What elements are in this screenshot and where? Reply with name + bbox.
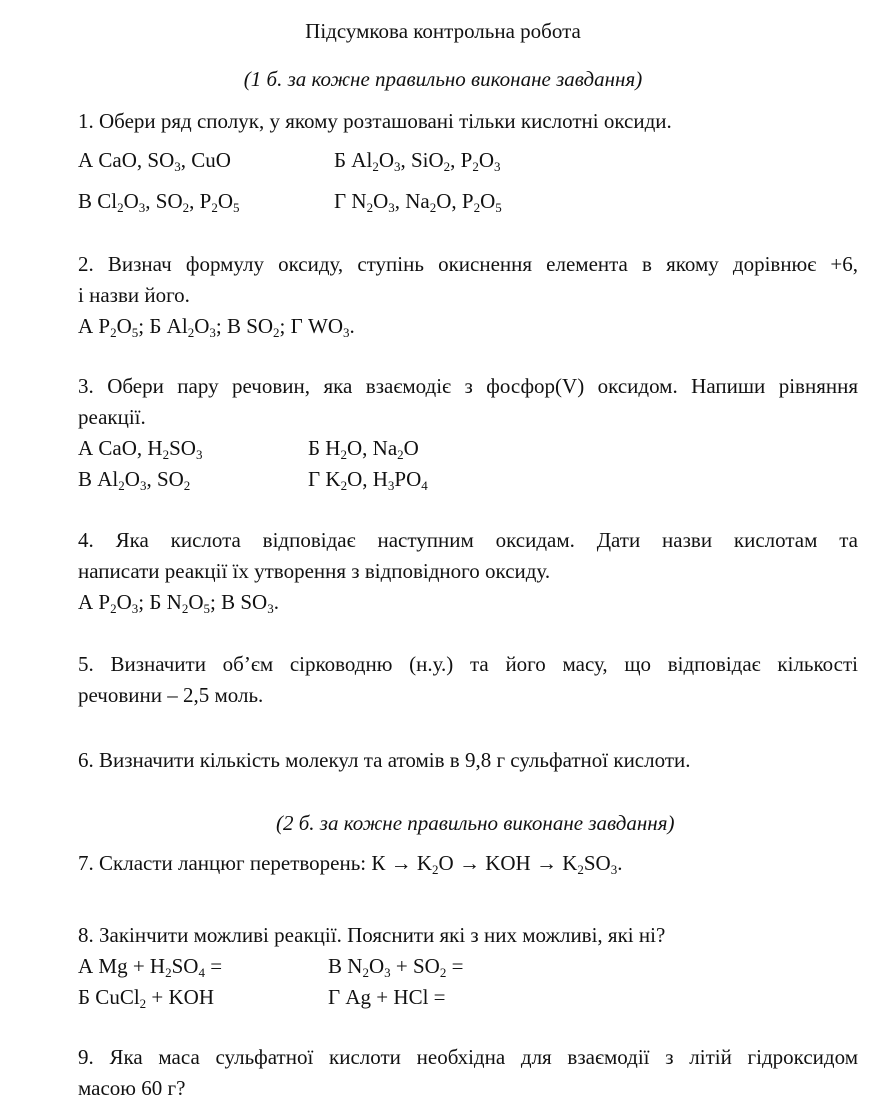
task-9-question-line-1: 9. Яка маса сульфатної кислоти необхідна для взаємодії з літій гідроксидом — [78, 1045, 858, 1069]
task-5-question-line-1: 5. Визначити об’єм сірководню (н.у.) та його масу, що відповідає кількості — [78, 652, 858, 676]
task-1-options-row-2 — [78, 186, 858, 217]
task-9 — [78, 1042, 858, 1104]
task-1-options-row-1 — [78, 145, 858, 176]
section1-note-text: 1 б. за кожне правильно виконане завдання — [250, 67, 636, 91]
task-2-question-line-2: і назви його. — [78, 283, 190, 307]
task-2-options: А $P_2O_5$; Б $Al_2O_3$; В $SO_2$; Г $WO_3$. — [78, 314, 355, 340]
task-8-option-b: Б CuCl$_2$ + KOH — [78, 985, 215, 1011]
page-title: Підсумкова контрольна робота — [305, 19, 581, 43]
task-4-question-line-2: написати реакції їх утворення з відповідного оксиду. — [78, 559, 551, 583]
task-1 — [78, 106, 858, 137]
task-3 — [78, 371, 858, 495]
section1-note: (1 б. за кожне правильно виконане завдання) — [243, 67, 643, 91]
task-4 — [78, 525, 858, 618]
task-8-option-v: В $N_2O_3 + SO_2$ = — [328, 954, 464, 980]
task-3-option-b: Б $H_2O$, $Na_2O$ — [308, 436, 419, 462]
task-8-question: 8. Закінчити можливі реакції. Пояснити які з них можливі, які ні? — [78, 923, 666, 947]
task-8-option-g: Г Ag + HCl = — [328, 985, 446, 1009]
task-5-question-line-2: речовини – 2,5 моль. — [78, 683, 264, 707]
task-1-option-g: Г $N_2O_3$, $Na_2O$, $P_2O_5$ — [334, 189, 502, 215]
task-1-question: 1. Обери ряд сполук, у якому розташовані тільки кислотні оксиди. — [78, 109, 672, 133]
task-1-option-v: В $Cl_2O_3$, $SO_2$, $P_2O_5$ — [78, 189, 240, 215]
task-7-question: 7. Скласти ланцюг перетворень: $К \to K_2O$ → KOH → $K_2SO_3$. — [78, 851, 623, 877]
task-4-question-line-1: 4. Яка кислота відповідає наступним оксидам. Дати назви кислотам та — [78, 528, 858, 552]
task-4-options: А $P_2O_3$; Б $N_2O_5$; В $SO_3$. — [78, 590, 279, 616]
task-7 — [78, 848, 858, 879]
task-5 — [78, 649, 858, 711]
task-8-option-a: А $Mg + H_2SO_4$ = — [78, 954, 223, 980]
section2-note: (2 б. за кожне правильно виконане завдання) — [276, 811, 675, 835]
task-8 — [78, 920, 858, 1013]
task-2 — [78, 249, 858, 342]
task-3-question-line-2: реакції. — [78, 405, 146, 429]
task-1-option-b: Б $Al_2O_3$, SiO$_2$, $P_2O_3$ — [334, 148, 501, 174]
task-3-question-line-1: 3. Обери пару речовин, яка взаємодіє з фосфор(V) оксидом. Напиши рівняння — [78, 374, 858, 398]
section2-note-text: 2 б. за кожне правильно виконане завдання — [283, 811, 668, 835]
task-6-question: 6. Визначити кількість молекул та атомів в 9,8 г сульфатної кислоти. — [78, 748, 691, 772]
task-3-option-v: В $Al_2O_3$, $SO_2$ — [78, 467, 191, 493]
task-2-question-line-1: 2. Визнач формулу оксиду, ступінь окиснення елемента в якому дорівнює +6, — [78, 252, 858, 276]
task-3-option-a: А CaO, $H_2SO_3$ — [78, 436, 203, 462]
task-6 — [78, 745, 858, 776]
task-3-option-g: Г $K_2O$, $H_3PO_4$ — [308, 467, 428, 493]
task-9-question-line-2: масою 60 г? — [78, 1076, 186, 1100]
task-1-option-a: А CaO, $SO_3$, CuO — [78, 148, 231, 174]
